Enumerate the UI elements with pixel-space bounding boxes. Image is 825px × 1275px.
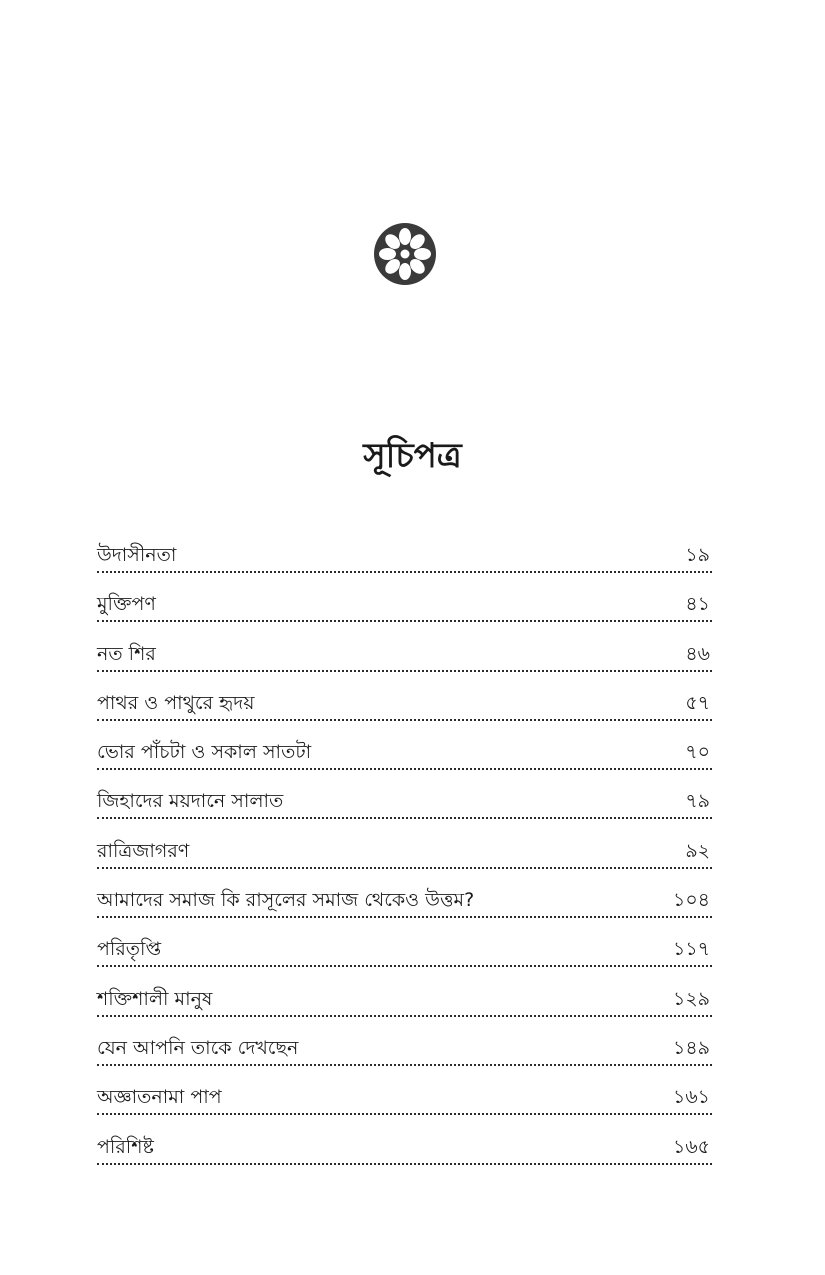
toc-entry[interactable]	[97, 576, 712, 622]
toc-entry-title: ভোর পাঁচটা ও সকাল সাতটা	[97, 741, 312, 764]
toc-entry[interactable]	[97, 1069, 712, 1115]
toc-entry-title: আমাদের সমাজ কি রাসূলের সমাজ থেকেও উত্তম?	[97, 889, 475, 912]
toc-entry-page: ৪৬	[685, 642, 710, 665]
toc-entry[interactable]	[97, 1119, 712, 1165]
toc-entry-title: উদাসীনতা	[97, 544, 177, 566]
toc-entry-page: ৭৯	[685, 790, 710, 813]
toc-entry-page: ৪১	[685, 593, 710, 616]
toc-entry[interactable]	[97, 1020, 712, 1066]
toc-entry-page: ১০৪	[672, 889, 710, 912]
toc-entry-page: ১৯	[685, 544, 710, 566]
toc-entry-title: রাত্রিজাগরণ	[97, 839, 190, 862]
toc-entry-title: অজ্ঞাতনামা পাপ	[97, 1086, 222, 1109]
toc-entry-page: ১৬৫	[672, 1135, 710, 1158]
toc-entry-page: ৭০	[685, 741, 710, 764]
flower-wheel-icon	[373, 222, 437, 286]
toc-entry-page: ৫৭	[685, 691, 710, 714]
toc-entry-page: ১৬১	[672, 1086, 710, 1109]
toc-entry[interactable]	[97, 872, 712, 918]
toc-entry-title: জিহাদের ময়দানে সালাত	[97, 790, 284, 813]
toc-entry-title: মুক্তিপণ	[97, 593, 156, 616]
toc-entry-page: ১৪৯	[673, 1036, 710, 1059]
toc-entry[interactable]	[97, 921, 712, 967]
table-of-contents	[97, 527, 712, 1168]
toc-entry-page: ১২৯	[672, 987, 710, 1010]
toc-entry[interactable]	[97, 773, 712, 819]
toc-entry-title: নত শির	[97, 642, 156, 665]
toc-entry-page: ৯২	[685, 839, 710, 862]
toc-entry[interactable]	[97, 724, 712, 770]
toc-entry[interactable]	[97, 675, 712, 721]
toc-entry-title: পাথর ও পাথুরে হৃদয়	[97, 691, 255, 714]
toc-entry[interactable]	[97, 823, 712, 869]
toc-entry[interactable]	[97, 626, 712, 672]
toc-entry-title: যেন আপনি তাকে দেখছেন	[97, 1036, 299, 1059]
toc-entry[interactable]	[97, 971, 712, 1017]
toc-entry-title: পরিশিষ্ট	[97, 1135, 154, 1158]
toc-entry-title: শক্তিশালী মানুষ	[97, 987, 213, 1010]
page-title: সূচিপত্র	[363, 436, 462, 476]
toc-entry-page: ১১৭	[672, 938, 710, 961]
toc-entry[interactable]	[97, 527, 712, 573]
toc-entry-title: পরিতৃপ্তি	[97, 938, 162, 961]
